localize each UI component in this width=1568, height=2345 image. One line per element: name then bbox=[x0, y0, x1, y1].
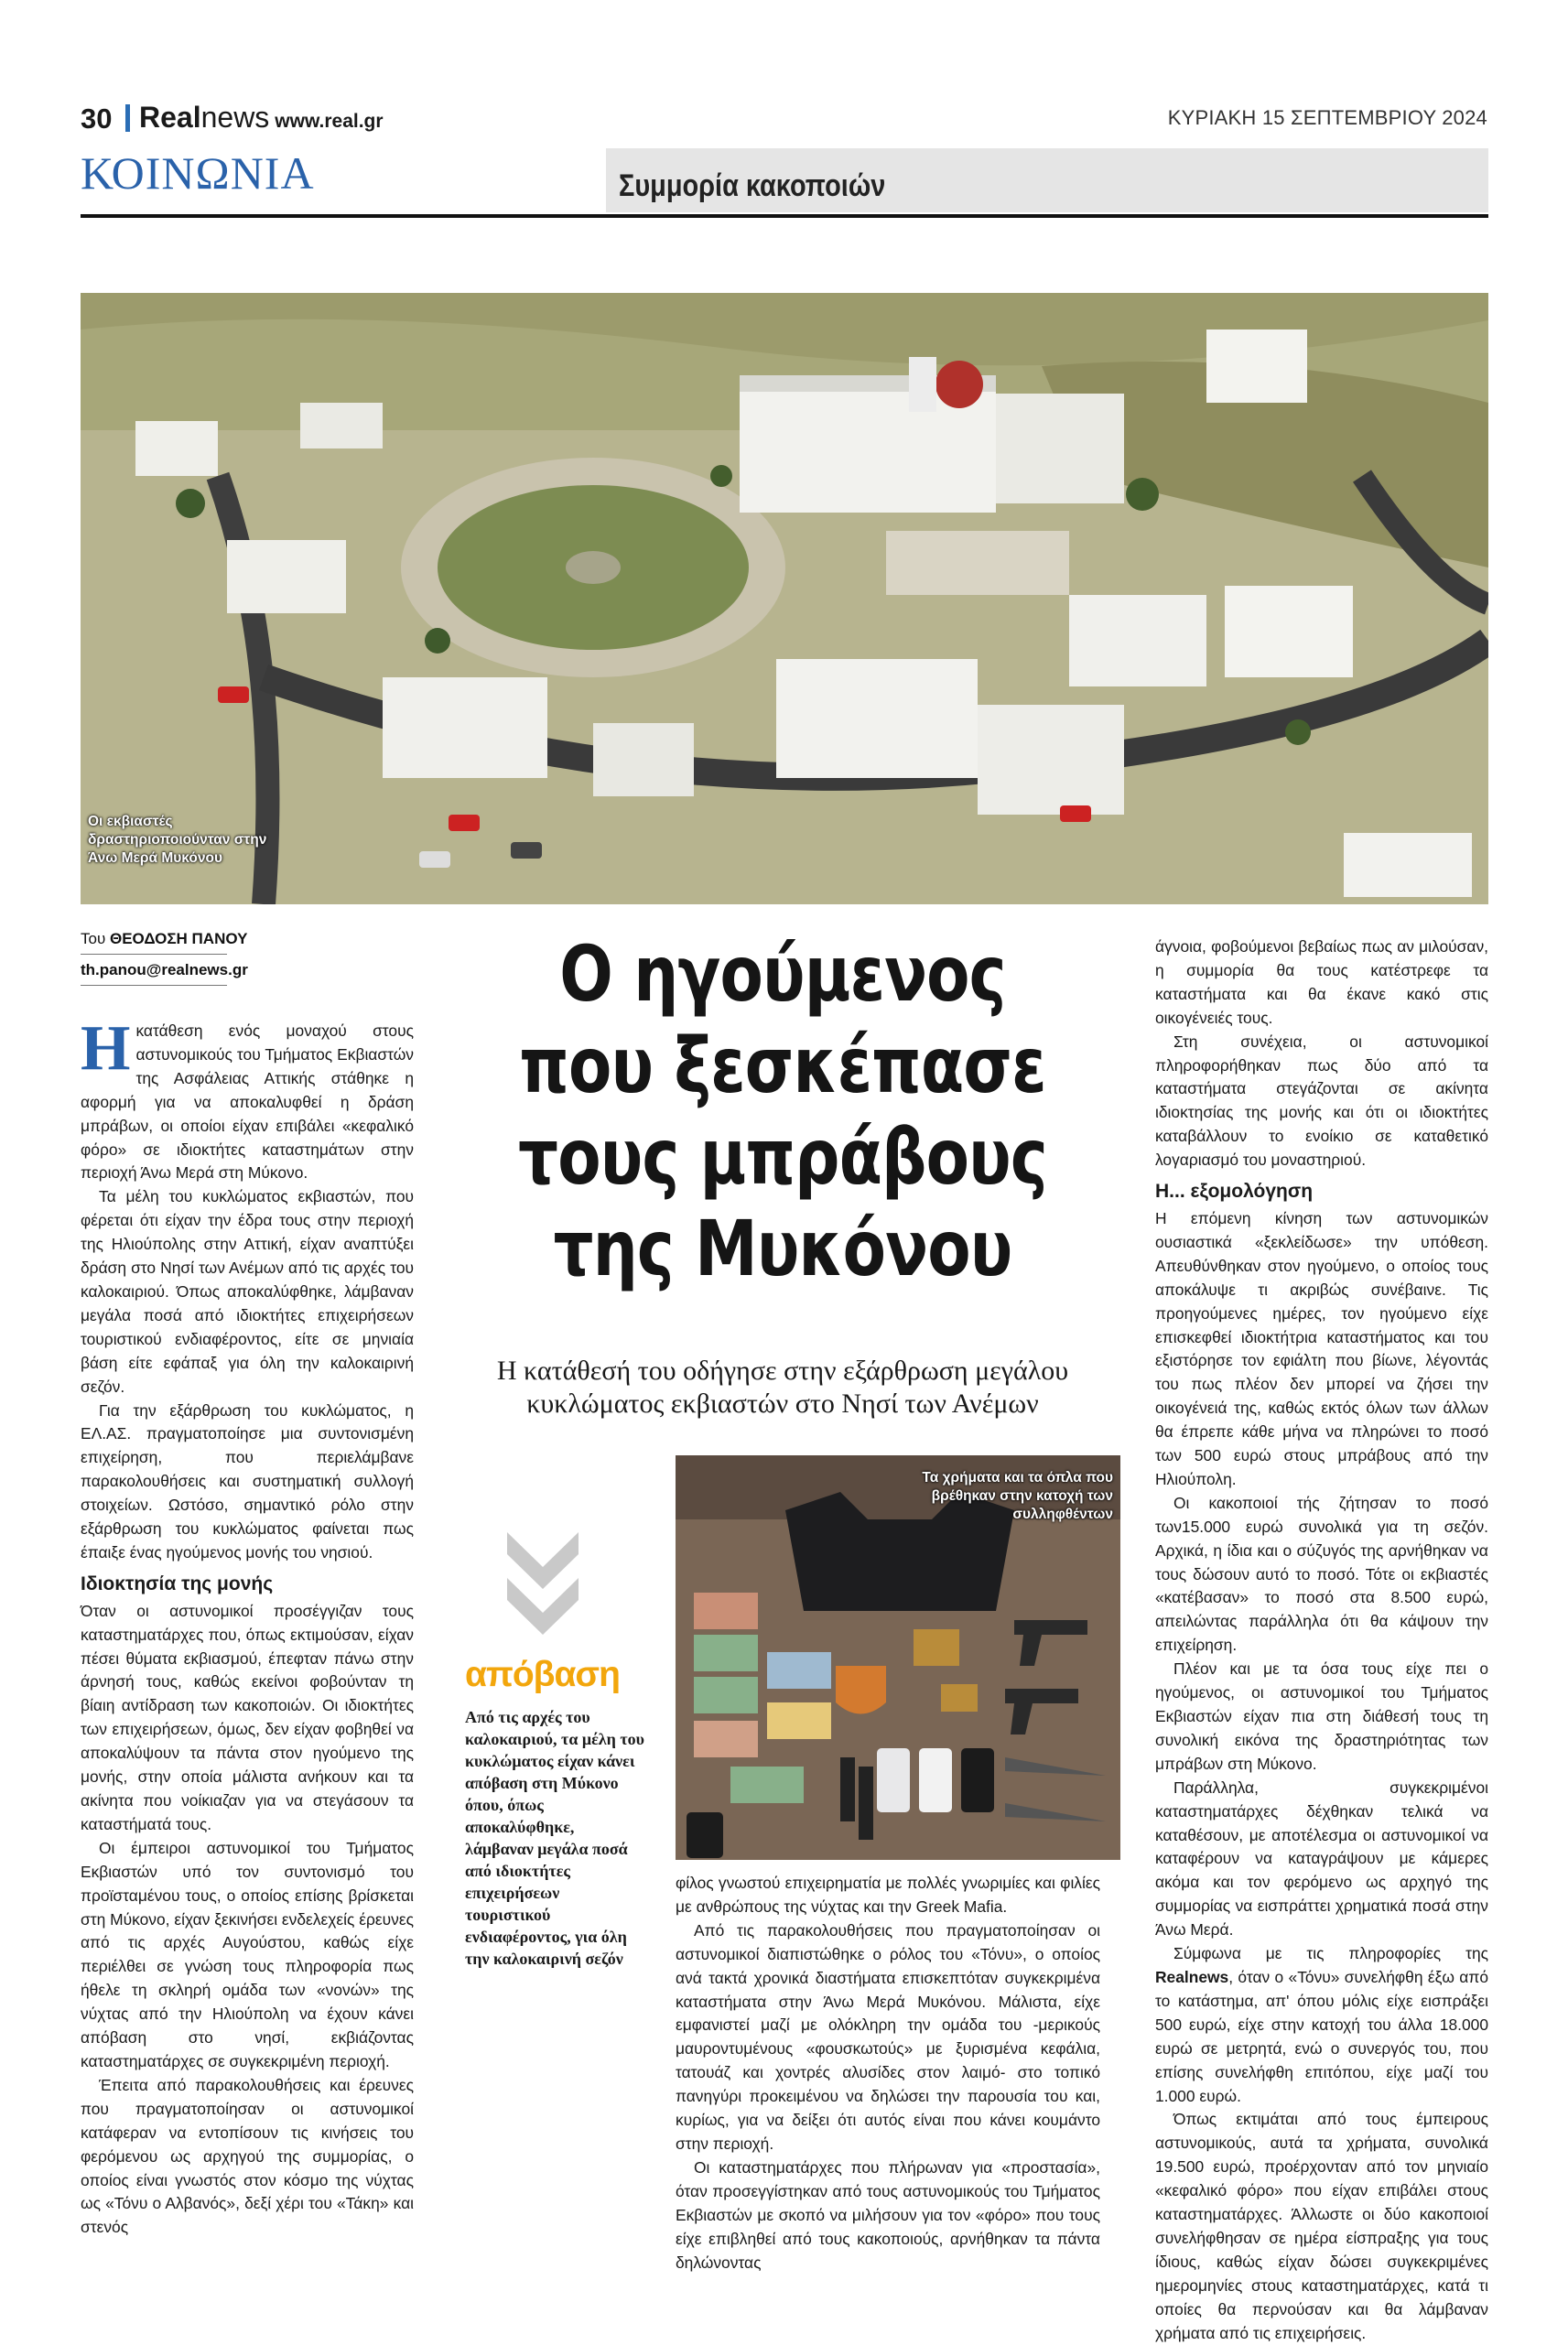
paragraph: Τα μέλη του κυκλώματος εκβιαστών, που φέρεται ότι είχαν την έδρα τους στην περιοχή της Ηλιούπολης στην Αττική, είχαν αναπτύξει δράση στο Νησί των Ανέμων από τις αρχές του καλοκαιριού. Όπως αποκαλύφθηκε, λάμβαναν μεγάλα ποσά από ιδιοκτήτες επιχειρήσεων τουριστικού ενδιαφέροντος, είτε σε μηνιαία βάση είτε εφάπαξ για όλη την καλοκαιρινή σεζόν. bbox=[81, 1187, 414, 1396]
sidebar-title: απόβαση bbox=[465, 1655, 620, 1694]
paragraph: Έπειτα από παρακολουθήσεις και έρευνες που πραγματοποίησαν οι αστυνομικοί κατάφεραν να εντοπίσουν τις κινήσεις του φερόμενου ως αρχηγού της συμμορίας, ο οποίος είναι γνωστός στον κόσμο της νύχτας ως «Τόνυ ο Αλβανός», δεξί χέρι του «Τάκη» και στενός bbox=[81, 2075, 414, 2237]
email-rule bbox=[81, 985, 227, 986]
header-rule bbox=[81, 214, 1488, 218]
headline bbox=[493, 928, 1071, 1294]
main-photo bbox=[81, 293, 1488, 904]
page-number: 30 bbox=[81, 103, 113, 135]
headline-line: που ξεσκέπασε bbox=[519, 1021, 1046, 1110]
subheading: Ιδιοκτησία της μονής bbox=[81, 1572, 274, 1594]
aerial-village-illustration bbox=[81, 293, 1488, 904]
paragraph: Οι καταστηματάρχες που πλήρωναν για «προστασία», όταν προσεγγίστηκαν από τους αστυνομικούς του Τμήματος Εκβιαστών με σκοπό να μιλήσουν για τον «φόρο» που τους είχε επιβληθεί από τους κακοποιούς, αρνήθηκαν τα πάντα δηλώνοντας bbox=[676, 2157, 1100, 2272]
paragraph-text: , όταν ο «Τόνυ» συνελήφθη έξω από το κατάστημα, απ' όπου μόλις είχε εισπράξει 500 ευρώ, είχε στην κατοχή του άλλα 18.000 ευρώ σε μετρητά, ενώ ο συνεργός του, που επίσης συνελήφθη επιτόπου, είχε μαζί του 1.000 ευρώ. bbox=[1155, 1967, 1488, 2105]
headline-line: Ο ηγούμενος bbox=[559, 929, 1006, 1019]
evidence-caption: Τα χρήματα και τα όπλα που βρέθηκαν στην κατοχή των συλληφθέντων bbox=[922, 1470, 1113, 1522]
issue-date: ΚΥΡΙΑΚΗ 15 ΣΕΠΤΕΜΒΡΙΟΥ 2024 bbox=[1167, 106, 1487, 129]
article-column-3 bbox=[1155, 935, 1488, 2345]
paragraph bbox=[1155, 1942, 1488, 2108]
article-column-2 bbox=[676, 1872, 1100, 2275]
headline-line: τους μπράβους bbox=[518, 1112, 1047, 1202]
paragraph: Πλέον και με τα όσα τους είχε πει ο ηγούμενος, οι αστυνομικοί του Τμήματος Εκβιαστών είχαν πια στη διάθεσή τους τη συνολική εικόνα της δραστηριότητας των μπράβων στη Μύκονο. bbox=[1155, 1659, 1488, 1773]
paragraph: Παράλληλα, συγκεκριμένοι καταστηματάρχες δέχθηκαν τελικά να καταθέσουν, με αποτέλεσμα οι αστυνομικοί να καταφέρουν να καταγράψουν με κάμερες ακόμα και τον φερόμενο ως αρχηγό της συμμορίας να εισπράττει χρηματικά ποσά στην Άνω Μερά. bbox=[1155, 1778, 1488, 1940]
author-email[interactable]: th.panou@realnews.gr bbox=[81, 961, 248, 978]
paragraph: Για την εξάρθρωση του κυκλώματος, η ΕΛ.ΑΣ. πραγματοποίησε μια συντονισμένη επιχείρηση, που περιελάμβανε παρακολουθήσεις και συστηματική συλλογή στοιχείων. Ωστόσο, σημαντικό ρόλο στην εξάρθρωση του κυκλώματος φαίνεται πως έπαιξε ένας ηγούμενος μονής του νησιού. bbox=[81, 1400, 414, 1562]
headline-line: της Μυκόνου bbox=[553, 1204, 1012, 1293]
article-column-1 bbox=[81, 1013, 414, 2240]
paragraph: Όταν οι αστυνομικοί προσέγγιζαν τους καταστηματάρχες που, όπως εκτιμούσαν, είχαν πέσει θύματα εκβιασμού, έπεφταν πάνω στην άρνησή τους, καθώς εκείνοι φοβούνταν τη βίαιη αντίδραση των κακοποιών. Οι ιδιοκτήτες των επιχειρήσεων, όμως, δεν είχαν φοβηθεί να αποκαλύψουν τα πάντα στον ηγούμενο της μονής, στην οποία μάλιστα ανήκουν και τα ακίνητα που νοίκιαζαν για να στεγάσουν τα καταστήματά τους. bbox=[81, 1601, 414, 1833]
byline-prefix: Του bbox=[81, 930, 110, 947]
author-name: ΘΕΟΔΟΣΗ ΠΑΝΟΥ bbox=[110, 930, 248, 947]
paragraph: Οι κακοποιοί τής ζήτησαν το ποσό των15.000 ευρώ συνολικά για τη σεζόν. Αρχικά, η ίδια και ο σύζυγός της αρνήθηκαν να τους δώσουν αυτό το ποσό. Τότε οι εκβιαστές «κατέβασαν» το ποσό στα 8.500 ευρώ, απειλώντας παράλληλα ότι θα κάψουν την επιχείρηση. bbox=[1155, 1493, 1488, 1655]
double-chevron-icon bbox=[502, 1523, 584, 1642]
subheading: Η... εξομολόγηση bbox=[1155, 1181, 1314, 1203]
paragraph: Οι έμπειροι αστυνομικοί του Τμήματος Εκβιαστών υπό τον συντονισμό του προϊσταμένου τους, ο οποίος επίσης βρίσκεται στη Μύκονο, είχαν ξεκινήσει ενδελεχείς έρευνες από τις αρχές Αυγούστου, καθώς είχε περιέλθει σε γνώση τους πληροφορία πως ήθελε τη σκληρή ομάδα των «νονών» της νύχτας από την Ηλιούπολη να έχουν κάνει απόβαση στο νησί, εκβιάζοντας καταστηματάρχες σε συγκεκριμένη περιοχή. bbox=[81, 1838, 414, 2070]
brand-real: Real bbox=[139, 101, 201, 134]
byline bbox=[81, 930, 247, 948]
paragraph: Η επόμενη κίνηση των αστυνομικών ουσιαστικά «ξεκλείδωσε» την υπόθεση. Απευθύνθηκαν στον ηγούμενο, ο οποίος τους αποκάλυψε τι ακριβώς συνέβαινε. Τις προηγούμενες ημέρες, τον ηγούμενο είχε επισκεφθεί ιδιοκτήτρια καταστήματος και του εξιστόρησε τον εφιάλτη που βίωνε, λέγοντάς του πως πλέον δεν μπορεί να ζήσει την οικογένειά της, καθώς εκτός όλων των άλλων θα έπρεπε κάθε μήνα να πληρώνει το ποσό των 500 ευρώ στους μπράβους από την Ηλιούπολη. bbox=[1155, 1208, 1488, 1488]
paragraph: Όπως εκτιμάται από τους έμπειρους αστυνομικούς, αυτά τα χρήματα, συνολικά 19.500 ευρώ, προέρχονταν από τον μηνιαίο «κεφαλικό φόρο» που είχαν επιβάλει στους καταστηματάρχες. Άλλωστε οι δύο κακοποιοί συνελήφθησαν σε ημέρα είσπραξης για τους ίδιους, καθώς είχαν δώσει συγκεκριμένες ημερομηνίες στους καταστηματάρχες, κατά τι οποίες θα περνούσαν και θα λάμβαναν χρήματα από τις επιχειρήσεις. bbox=[1155, 2110, 1488, 2342]
brand-url: www.real.gr bbox=[275, 111, 384, 132]
drop-cap: Η bbox=[81, 1013, 131, 1084]
paragraph-text: Σύμφωνα με τις πληροφορίες της bbox=[1173, 1944, 1488, 1963]
paragraph bbox=[81, 1013, 414, 1185]
topic-title: Συμμορία κακοποιών bbox=[619, 168, 886, 203]
photo-caption: Οι εκβιαστές δραστηριοποιούνταν στην Άνω Μερά Μυκόνου bbox=[88, 814, 267, 866]
paragraph: άγνοια, φοβούμενοι βεβαίως πως αν μιλούσαν, η συμμορία θα τους κατέστρεφε τα καταστήματα και θα έκανε κακό στις οικογένειές τους. bbox=[1155, 937, 1488, 1027]
byline-rule bbox=[81, 954, 227, 955]
paragraph: φίλος γνωστού επιχειρηματία με πολλές γνωριμίες και φιλίες με ανθρώπους της νύχτας και την Greek Mafia. bbox=[676, 1874, 1100, 1916]
brand-logo bbox=[139, 101, 384, 135]
paragraph: Στη συνέχεια, οι αστυνομικοί πληροφορήθηκαν πως δύο από τα καταστήματα στεγάζονται σε ακίνητα ιδιοκτησίας της μονής και ότι οι ιδιοκτήτες καταβάλλουν το ενοίκιο σε καταθετικό λογαριασμό του μοναστηριού. bbox=[1155, 1032, 1488, 1170]
section-title: ΚΟΙΝΩΝΙΑ bbox=[81, 147, 315, 199]
header-divider bbox=[125, 104, 130, 132]
chevron-down-icon bbox=[502, 1523, 584, 1647]
subheadline: Η κατάθεσή του οδήγησε στην εξάρθρωση μεγάλου κυκλώματος εκβιαστών στο Νησί των Ανέμων bbox=[496, 1356, 1069, 1419]
sidebar-text: Από τις αρχές του καλοκαιριού, τα μέλη του κυκλώματος είχαν κάνει απόβαση στη Μύκονο όπου, όπως αποκαλύφθηκε, λάμβαναν μεγάλα ποσά από ιδιοκτήτες επιχειρήσεων τουριστικού ενδιαφέροντος, για όλη την καλοκαιρινή σεζόν bbox=[465, 1708, 644, 1968]
brand-news: news bbox=[200, 101, 270, 134]
paragraph-text: κατάθεση ενός μοναχού στους αστυνομικούς του Τμήματος Εκβιαστών της Ασφάλειας Αττικής στάθηκε η αφορμή για να αποκαλυφθεί η δράση μπράβων, οι οποίοι είχαν επιβάλει «κεφαλικό φόρο» σε ιδιοκτήτες καταστημάτων στην περιοχή Άνω Μερά στη Μύκονο. bbox=[81, 1021, 414, 1183]
brand-mention: Realnews bbox=[1155, 1967, 1229, 1986]
paragraph: Από τις παρακολουθήσεις που πραγματοποίησαν οι αστυνομικοί διαπιστώθηκε ο ρόλος του «Τόνυ», ο οποίος ανά τακτά χρονικά διαστήματα επισκεπτόταν συγκεκριμένα καταστήματα στην Άνω Μερά Μυκόνου. Μάλιστα, είχε εμφανιστεί μαζί με ολόκληρη την ομάδα του -μερικούς μαυροντυμένους «φουσκωτούς» με ξυρισμένα κεφάλια, τατουάζ και χοντρές αλυσίδες στον λαιμό- στο τοπικό πανηγύρι προκειμένου να δηλώσει την παρουσία του και, κυρίως, για να δείξει ότι αυτός είναι που κάνει κουμάντο στην περιοχή. bbox=[676, 1920, 1100, 2153]
